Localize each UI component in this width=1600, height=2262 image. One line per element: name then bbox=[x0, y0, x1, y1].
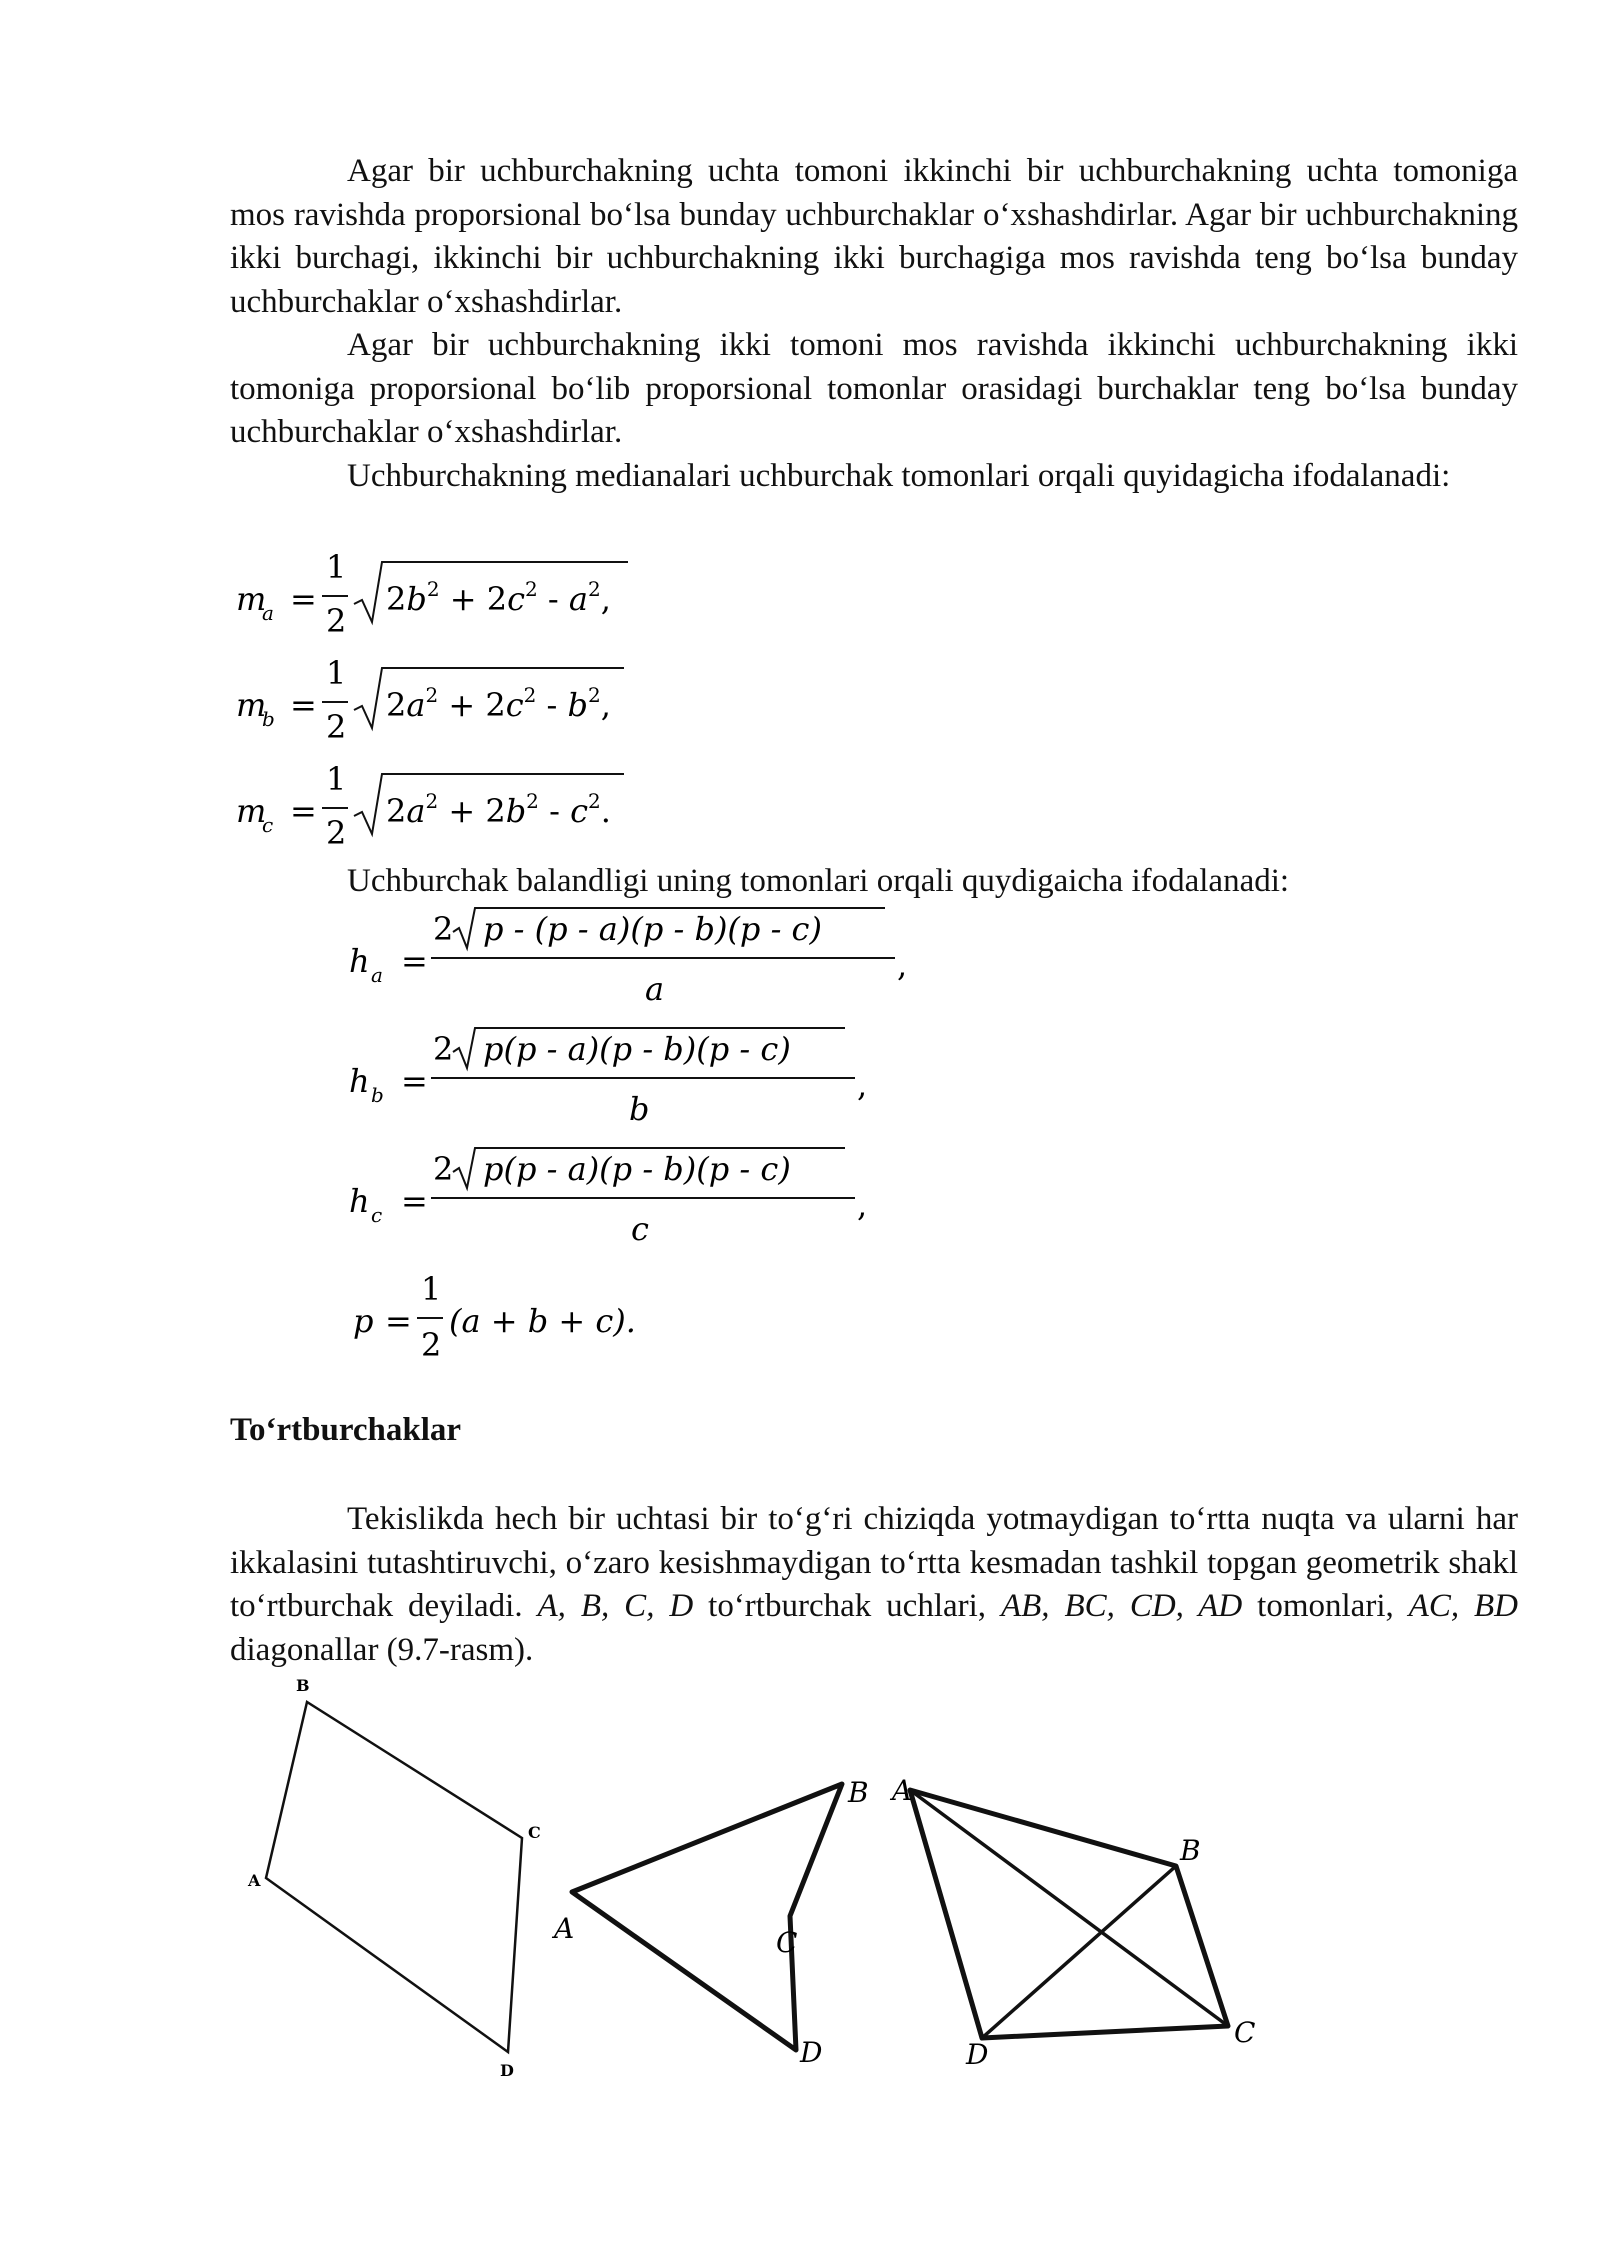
svg-text:2: 2 bbox=[326, 708, 347, 746]
median-formula-c bbox=[236, 760, 624, 852]
svg-text:1: 1 bbox=[421, 1270, 442, 1308]
median-formula-a bbox=[236, 548, 628, 640]
svg-text:2: 2 bbox=[326, 814, 347, 852]
svg-text:c: c bbox=[371, 1203, 383, 1227]
diagonal-ac bbox=[910, 1790, 1228, 2026]
svg-text:b: b bbox=[262, 707, 275, 731]
svg-text:m: m bbox=[236, 686, 267, 724]
svg-text:,: , bbox=[857, 1186, 868, 1224]
svg-text:p: p bbox=[353, 1302, 374, 1340]
svg-text:p(p - a)(p - b)(p - c): p(p - a)(p - b)(p - c) bbox=[483, 1150, 791, 1188]
svg-text:p - (p - a)(p - b)(p - c): p - (p - a)(p - b)(p - c) bbox=[483, 910, 822, 948]
median-formula-b bbox=[236, 654, 624, 746]
label-fig3-b: B bbox=[1180, 1834, 1201, 1867]
svg-text:h: h bbox=[349, 1182, 370, 1220]
label-fig2-b: B bbox=[848, 1776, 869, 1809]
svg-text:=: = bbox=[401, 1062, 428, 1100]
label-fig2-a: A bbox=[554, 1912, 575, 1945]
svg-text:=: = bbox=[401, 1182, 428, 1220]
label-fig2-d: D bbox=[800, 2036, 823, 2069]
label-fig3-d: D bbox=[966, 2038, 989, 2071]
svg-text:h: h bbox=[349, 1062, 370, 1100]
svg-text:c: c bbox=[262, 813, 274, 837]
svg-text:m: m bbox=[236, 580, 267, 618]
svg-text:2: 2 bbox=[421, 1326, 442, 1364]
svg-text:2b2 + 2c2 - a2,: $2b^2 + 2c^2 - a^2$, bbox=[386, 577, 611, 618]
figure-quadrilaterals bbox=[230, 1660, 1310, 2100]
svg-text:b: b bbox=[629, 1090, 650, 1128]
svg-text:,: , bbox=[897, 946, 908, 984]
figure-2-quadrilateral bbox=[551, 1776, 869, 2069]
figure-1-quadrilateral bbox=[247, 1676, 541, 2080]
section-heading: To‘rtburchaklar bbox=[230, 1412, 462, 1448]
label-fig1-d: D bbox=[500, 2061, 514, 2080]
svg-text:2: 2 bbox=[433, 910, 454, 948]
paragraph-medians-intro: Uchburchakning medianalari uchburchak tomonlari orqali quyidagicha ifodalanadi: bbox=[347, 458, 1451, 494]
svg-text:h: h bbox=[349, 942, 370, 980]
svg-text:(a + b + c).: (a + b + c). bbox=[449, 1302, 636, 1340]
quad-1-outline bbox=[266, 1702, 522, 2052]
label-fig2-c: C bbox=[776, 1926, 798, 1959]
paragraph-quadrilateral-definition: Tekislikda hech bir uchtasi bir to‘g‘ri chiziqda yotmaydigan to‘rtta nuqta va ularni har ikkalasini tutashtiruvchi, o‘zaro kesishmaydigan to‘rtta kesmadan tashkil topgan geometrik shakl to‘rtburchak deyiladi. A, B, C, D to‘rtburchak uchlari, AB, BC, CD, AD tomonlari, AC, BD diagonallar (9.7-rasm). bbox=[230, 1501, 1519, 1668]
label-fig1-c: C bbox=[528, 1823, 541, 1842]
svg-text:a: a bbox=[645, 970, 665, 1008]
svg-text:c: c bbox=[631, 1210, 649, 1248]
svg-text:2: 2 bbox=[433, 1150, 454, 1188]
figure-3-quadrilateral bbox=[889, 1774, 1255, 2071]
diagonal-bd bbox=[982, 1866, 1176, 2038]
height-formula-b bbox=[349, 1028, 867, 1128]
svg-text:m: m bbox=[236, 792, 267, 830]
svg-text:2a2 + 2b2 - c2.: $2a^2 + 2b^2 - c^2$. bbox=[386, 789, 611, 830]
svg-text:a: a bbox=[262, 601, 274, 625]
svg-text:=: = bbox=[385, 1302, 412, 1340]
semiperimeter-formula bbox=[353, 1270, 636, 1364]
label-fig1-a: A bbox=[248, 1871, 261, 1890]
paragraph-similarity-angle: Agar bir uchburchakning ikki tomoni mos ravishda ikkinchi uchburchakning ikki tomoniga proporsional bo‘lib proporsional tomonlar orasidagi burchaklar teng bo‘lsa bunday uchburchaklar o‘xshashdirlar. bbox=[230, 327, 1518, 450]
svg-text:1: 1 bbox=[326, 654, 347, 692]
svg-text:1: 1 bbox=[326, 548, 347, 586]
quad-2-outline bbox=[572, 1784, 842, 2050]
height-formulas bbox=[345, 900, 908, 1370]
svg-text:=: = bbox=[401, 942, 428, 980]
svg-text:2: 2 bbox=[433, 1030, 454, 1068]
svg-text:2: 2 bbox=[326, 602, 347, 640]
paragraph-heights-intro: Uchburchak balandligi uning tomonlari orqali quydigaicha ifodalanadi: bbox=[347, 863, 1290, 899]
label-fig3-c: C bbox=[1234, 2016, 1256, 2049]
paragraph-similarity-sides: Agar bir uchburchakning uchta tomoni ikkinchi bir uchburchakning uchta tomoniga mos ravishda proporsional bo‘lsa bunday uchburchaklar o‘xshashdirlar. Agar bir uchburchakning ikki burchagi, ikkinchi bir uchburchakning ikki burchagiga mos ravishda teng bo‘lsa bunday uchburchaklar o‘xshashdirlar. bbox=[230, 153, 1518, 320]
svg-text:p(p - a)(p - b)(p - c): p(p - a)(p - b)(p - c) bbox=[483, 1030, 791, 1068]
svg-text:=: = bbox=[290, 686, 317, 724]
svg-text:a: a bbox=[371, 963, 383, 987]
svg-text:b: b bbox=[371, 1083, 384, 1107]
label-fig3-a: A bbox=[892, 1774, 913, 1807]
median-formulas bbox=[228, 548, 748, 858]
height-formula-a bbox=[349, 908, 907, 1008]
svg-text:1: 1 bbox=[326, 760, 347, 798]
svg-text:=: = bbox=[290, 580, 317, 618]
height-formula-c bbox=[349, 1148, 867, 1248]
svg-text:=: = bbox=[290, 792, 317, 830]
svg-text:,: , bbox=[857, 1066, 868, 1104]
label-fig1-b: B bbox=[296, 1676, 310, 1695]
svg-text:2a2 + 2c2 - b2,: $2a^2 + 2c^2 - b^2$, bbox=[386, 683, 611, 724]
